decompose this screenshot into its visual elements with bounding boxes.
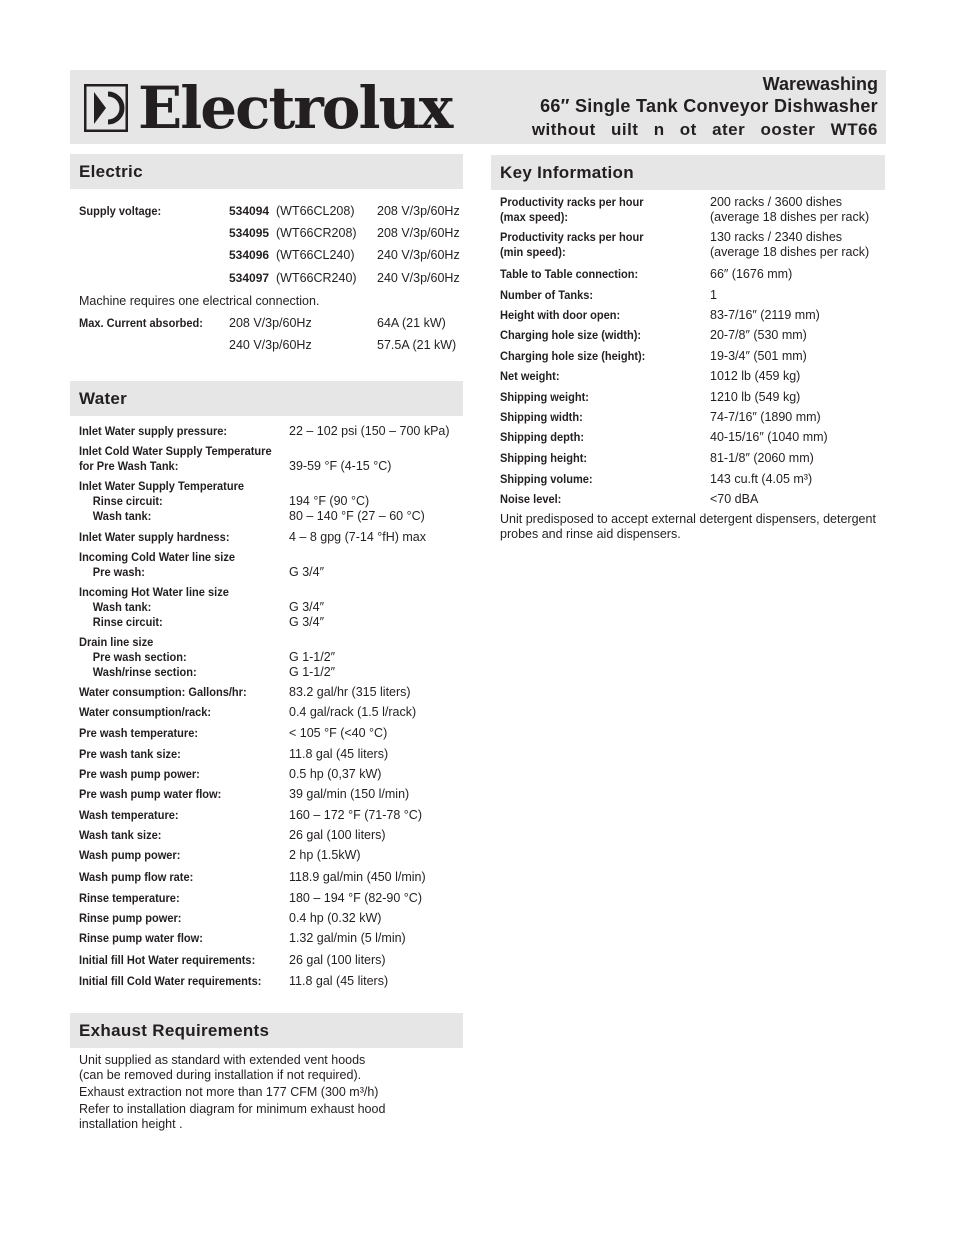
electric-section-header <box>70 154 463 189</box>
water-row-label: Incoming Hot Water line size <box>79 585 229 599</box>
key-info-value: (average 18 dishes per rack) <box>710 245 870 259</box>
key-info-value: 1 <box>710 288 717 302</box>
electrolux-logo-icon <box>84 84 128 132</box>
product-title: 66″ Single Tank Conveyor Dishwasher <box>540 96 878 116</box>
water-row-label: for Pre Wash Tank: <box>79 459 179 473</box>
key-info-label: Shipping volume: <box>500 472 593 486</box>
water-row-label: Pre wash tank size: <box>79 747 181 761</box>
header-band <box>70 70 886 144</box>
key-info-label: Noise level: <box>500 492 562 506</box>
water-row-value: 160 – 172 °F (71-78 °C) <box>289 808 422 822</box>
water-row-label: Wash/rinse section: <box>92 665 197 679</box>
brand-wordmark: Electrolux <box>138 74 452 142</box>
key-info-label: Shipping height: <box>500 451 588 465</box>
model-code: 534094 <box>229 204 270 218</box>
key-info-label: Shipping weight: <box>500 390 589 404</box>
water-row-value: G 1-1/2″ <box>289 650 336 664</box>
model-voltage: 240 V/3p/60Hz <box>377 248 460 262</box>
electrical-note: Machine requires one electrical connection. <box>79 294 320 308</box>
model-code: 534097 <box>229 271 270 285</box>
key-info-value: 200 racks / 3600 dishes <box>710 195 843 209</box>
water-row-label: Wash temperature: <box>79 808 179 822</box>
water-row-label: Drain line size <box>79 635 154 649</box>
water-row-label: Pre wash pump water flow: <box>79 787 222 801</box>
model-code: 534095 <box>229 226 270 240</box>
key-info-label: Charging hole size (height): <box>500 349 646 363</box>
water-row-label: Pre wash pump power: <box>79 767 200 781</box>
exhaust-title: Exhaust Requirements <box>79 1021 270 1040</box>
water-row-label: Inlet Water supply pressure: <box>79 424 228 438</box>
water-row-label: Rinse temperature: <box>79 891 180 905</box>
model-name: (WT66CR208) <box>276 226 357 240</box>
water-row-label: Inlet Water supply hardness: <box>79 530 230 544</box>
key-info-label: Productivity racks per hour <box>500 230 644 244</box>
water-row-value: G 3/4″ <box>289 600 324 614</box>
water-row-value: 2 hp (1.5kW) <box>289 848 361 862</box>
water-row-value: 0.5 hp (0,37 kW) <box>289 767 382 781</box>
water-row-label: Rinse circuit: <box>92 615 163 629</box>
model-voltage: 208 V/3p/60Hz <box>377 204 460 218</box>
product-category: Warewashing <box>762 74 878 94</box>
water-row-value: 39 gal/min (150 l/min) <box>289 787 410 801</box>
model-voltage: 240 V/3p/60Hz <box>377 271 460 285</box>
key-info-note-line: Unit predisposed to accept external detergent dispensers, detergent <box>500 512 876 526</box>
water-row-label: Rinse pump power: <box>79 911 182 925</box>
water-row-value: 26 gal (100 liters) <box>289 828 386 842</box>
supply-voltage-label: Supply voltage: <box>79 204 162 218</box>
water-row-value: 180 – 194 °F (82-90 °C) <box>289 891 422 905</box>
water-row-value: 80 – 140 °F (27 – 60 °C) <box>289 509 425 523</box>
key-info-label: Charging hole size (width): <box>500 328 642 342</box>
key-info-label: Net weight: <box>500 369 560 383</box>
water-row-label: Rinse pump water flow: <box>79 931 203 945</box>
key-info-label: Height with door open: <box>500 308 621 322</box>
model-name: (WT66CL240) <box>276 248 355 262</box>
water-row-label: Wash pump flow rate: <box>79 870 194 884</box>
water-row-value: G 1-1/2″ <box>289 665 336 679</box>
key-info-value: 1012 lb (459 kg) <box>710 369 801 383</box>
water-row-label: Wash tank: <box>92 509 152 523</box>
water-row-label: Wash tank: <box>92 600 152 614</box>
model-code: 534096 <box>229 248 270 262</box>
water-row-value: 194 °F (90 °C) <box>289 494 370 508</box>
exhaust-section-header <box>70 1013 463 1048</box>
water-row-label: Inlet Water Supply Temperature <box>79 479 245 493</box>
water-row-label: Water consumption: Gallons/hr: <box>79 685 247 699</box>
brand-logo <box>84 74 452 142</box>
exhaust-text-line: installation height . <box>79 1117 183 1131</box>
water-row-label: Wash tank size: <box>79 828 162 842</box>
water-row-value: G 3/4″ <box>289 615 324 629</box>
current-value: 57.5A (21 kW) <box>377 338 457 352</box>
exhaust-text-line: Unit supplied as standard with extended vent hoods <box>79 1053 366 1067</box>
key-info-section-header <box>491 155 885 190</box>
water-row-label: Initial fill Hot Water requirements: <box>79 953 256 967</box>
key-info-label: Productivity racks per hour <box>500 195 644 209</box>
key-info-label: Shipping depth: <box>500 430 585 444</box>
water-row-value: 0.4 hp (0.32 kW) <box>289 911 382 925</box>
key-info-value: 19-3/4″ (501 mm) <box>710 349 807 363</box>
max-current-label: Max. Current absorbed: <box>79 316 203 330</box>
key-info-value: (average 18 dishes per rack) <box>710 210 870 224</box>
model-name: (WT66CR240) <box>276 271 357 285</box>
water-row-value: < 105 °F (<40 °C) <box>289 726 388 740</box>
exhaust-text-line: Exhaust extraction not more than 177 CFM (300 m³/h) <box>79 1085 379 1099</box>
water-row-label: Inlet Cold Water Supply Temperature <box>79 444 272 458</box>
key-info-label: Shipping width: <box>500 410 583 424</box>
water-row-value: 39-59 °F (4-15 °C) <box>289 459 392 473</box>
water-row-value: G 3/4″ <box>289 565 324 579</box>
key-info-value: <70 dBA <box>710 492 759 506</box>
water-section-header <box>70 381 463 416</box>
product-subtitle: without uilt n ot ater ooster WT66 <box>531 120 878 139</box>
key-info-value: 81-1/8″ (2060 mm) <box>710 451 814 465</box>
key-info-value: 40-15/16″ (1040 mm) <box>710 430 828 444</box>
water-row-label: Initial fill Cold Water requirements: <box>79 974 262 988</box>
key-info-value: 74-7/16″ (1890 mm) <box>710 410 821 424</box>
water-row-value: 83.2 gal/hr (315 liters) <box>289 685 411 699</box>
model-name: (WT66CL208) <box>276 204 355 218</box>
key-info-value: 83-7/16″ (2119 mm) <box>710 308 820 322</box>
key-info-title: Key Information <box>500 163 634 182</box>
model-voltage: 208 V/3p/60Hz <box>377 226 460 240</box>
water-row-label: Pre wash temperature: <box>79 726 199 740</box>
current-voltage: 240 V/3p/60Hz <box>229 338 312 352</box>
water-row-label: Water consumption/rack: <box>79 705 212 719</box>
water-row-value: 4 – 8 gpg (7-14 °fH) max <box>289 530 427 544</box>
water-title: Water <box>79 389 128 408</box>
water-row-value: 1.32 gal/min (5 l/min) <box>289 931 406 945</box>
key-info-value: 130 racks / 2340 dishes <box>710 230 843 244</box>
electric-title: Electric <box>79 162 143 181</box>
water-row-value: 22 – 102 psi (150 – 700 kPa) <box>289 424 450 438</box>
key-info-label: (max speed): <box>500 210 569 224</box>
current-value: 64A (21 kW) <box>377 316 446 330</box>
key-info-label: Number of Tanks: <box>500 288 594 302</box>
water-row-label: Pre wash: <box>92 565 145 579</box>
exhaust-text-line: Refer to installation diagram for minimum exhaust hood <box>79 1102 386 1116</box>
key-info-label: Table to Table connection: <box>500 267 639 281</box>
key-info-value: 66″ (1676 mm) <box>710 267 793 281</box>
key-info-label: (min speed): <box>500 245 566 259</box>
water-row-value: 11.8 gal (45 liters) <box>289 974 389 988</box>
water-row-value: 11.8 gal (45 liters) <box>289 747 389 761</box>
key-info-value: 1210 lb (549 kg) <box>710 390 801 404</box>
key-info-value: 20-7/8″ (530 mm) <box>710 328 807 342</box>
current-voltage: 208 V/3p/60Hz <box>229 316 312 330</box>
water-row-value: 118.9 gal/min (450 l/min) <box>289 870 426 884</box>
water-row-label: Pre wash section: <box>92 650 187 664</box>
key-info-note-line: probes and rinse aid dispensers. <box>500 527 681 541</box>
water-row-value: 0.4 gal/rack (1.5 l/rack) <box>289 705 417 719</box>
water-row-value: 26 gal (100 liters) <box>289 953 386 967</box>
water-row-label: Wash pump power: <box>79 848 181 862</box>
exhaust-text-line: (can be removed during installation if not required). <box>79 1068 362 1082</box>
water-row-label: Rinse circuit: <box>92 494 163 508</box>
key-info-value: 143 cu.ft (4.05 m³) <box>710 472 813 486</box>
water-row-label: Incoming Cold Water line size <box>79 550 236 564</box>
